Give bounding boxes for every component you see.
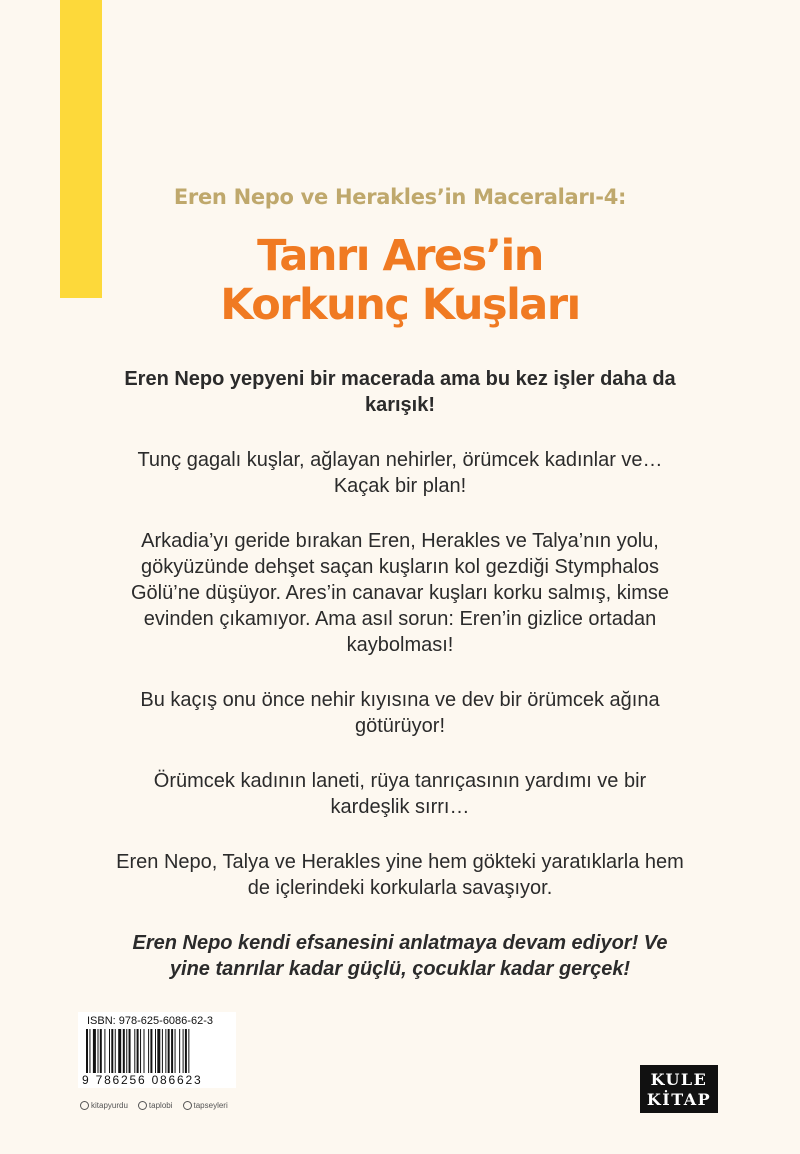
store-logo (183, 1101, 228, 1110)
isbn-label: ISBN: 978-625-6086-62-3 (87, 1015, 213, 1027)
publisher-line: KİTAP (646, 1090, 712, 1109)
barcode-bar (183, 1029, 184, 1073)
barcode-bar (175, 1029, 176, 1073)
barcode-bar (168, 1029, 170, 1073)
barcode-bar (179, 1029, 180, 1073)
barcode-bar (93, 1029, 96, 1073)
publisher-logo (640, 1065, 718, 1113)
barcode-bar (157, 1029, 160, 1073)
barcode-digits: 9 786256 086623 (82, 1073, 203, 1087)
barcode-bar (118, 1029, 121, 1073)
blurb-paragraph: Tunç gagalı kuşlar, ağlayan nehirler, örümcek kadınlar ve… Kaçak bir plan! (137, 449, 663, 497)
barcode-bar (100, 1029, 102, 1073)
barcode-bar (188, 1029, 189, 1073)
store-logo-icon (183, 1101, 192, 1110)
store-logo (138, 1101, 173, 1110)
series-line: Eren Nepo ve Herakles’in Maceraları-4: (173, 185, 627, 209)
barcode-bar (89, 1029, 90, 1073)
barcode-bar (150, 1029, 152, 1073)
barcode-bar (165, 1029, 166, 1073)
store-logo-label: kitapyurdu (91, 1100, 128, 1110)
store-logo-label: taplobi (148, 1100, 173, 1110)
title-line: Korkunç Kuşları (220, 280, 580, 330)
barcode-bar (86, 1029, 88, 1073)
barcode-bar (144, 1029, 145, 1073)
barcode-bar (104, 1029, 105, 1073)
barcode-bar (155, 1029, 156, 1073)
barcode-bars (86, 1029, 228, 1073)
barcode-bar (140, 1029, 141, 1073)
barcode-bar (129, 1029, 131, 1073)
barcode-bar (109, 1029, 110, 1073)
barcode-bar (137, 1029, 139, 1073)
blurb-closing: Eren Nepo kendi efsanesini anlatmaya devam ediyor! Ve yine tanrılar kadar güçlü, çocuklar kadar gerçek! (132, 932, 668, 980)
barcode-bar (98, 1029, 99, 1073)
blurb-paragraph: Arkadia’yı geride bırakan Eren, Herakles ve Talya’nın yolu, gökyüzünde dehşet saçan kuşların kol gezdiği Stymphalos Gölü’ne düşüyor. Ares’in canavar kuşları korku salmış, kimse evinden çıkamıyor. Ama asıl sorun: Eren’in gizlice ortadan kaybolması! (131, 530, 669, 656)
isbn-barcode (78, 1012, 236, 1088)
barcode-bar (123, 1029, 125, 1073)
blurb (115, 366, 685, 1011)
blurb-paragraph: Bu kaçış onu önce nehir kıyısına ve dev bir örümcek ağına götürüyor! (140, 689, 660, 737)
blurb-paragraph: Eren Nepo, Talya ve Herakles yine hem gökteki yaratıklarla hem de içlerindeki korkularla savaşıyor. (116, 851, 684, 899)
blurb-paragraph: Eren Nepo yepyeni bir macerada ama bu kez işler daha da karışık! (124, 368, 676, 416)
barcode-bar (134, 1029, 135, 1073)
barcode-bar (162, 1029, 163, 1073)
barcode-bar (148, 1029, 149, 1073)
blurb-paragraph: Örümcek kadının laneti, rüya tanrıçasının yardımı ve bir kardeşlik sırrı… (153, 770, 647, 818)
store-logo-icon (80, 1101, 89, 1110)
barcode-bar (115, 1029, 116, 1073)
publisher-line: KULE (650, 1070, 708, 1089)
barcode-bar (185, 1029, 187, 1073)
barcode-bar (126, 1029, 127, 1073)
store-logo-label: tapseyleri (193, 1100, 228, 1110)
title-line: Tanrı Ares’in (257, 231, 543, 281)
book-title (0, 232, 800, 330)
store-logos (80, 1098, 250, 1112)
barcode-bar (111, 1029, 113, 1073)
barcode-bar (171, 1029, 173, 1073)
store-logo-icon (138, 1101, 147, 1110)
store-logo (80, 1101, 128, 1110)
